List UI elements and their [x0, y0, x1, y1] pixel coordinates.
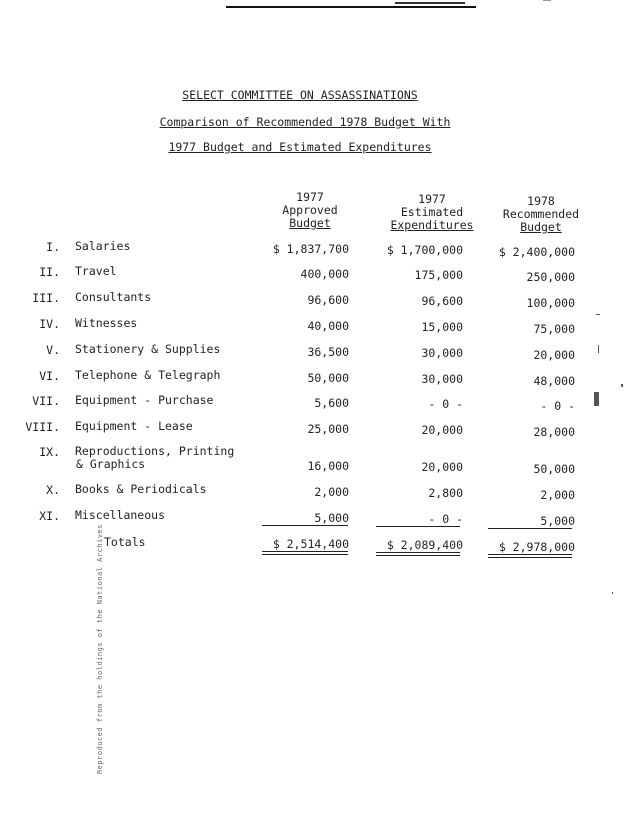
total-double-rule: [376, 555, 460, 556]
cell-approved: 400,000: [300, 267, 349, 281]
row-number: V.: [46, 343, 60, 357]
cell-approved: 16,000: [307, 459, 349, 473]
cell-estimated: 20,000: [421, 460, 463, 474]
column-header-recommended-1978: 1978 Recommended Budget: [502, 194, 580, 234]
document-subtitle: 1977 Budget and Estimated Expenditures: [168, 140, 432, 154]
cell-approved: 96,600: [307, 293, 349, 307]
row-label: Miscellaneous: [75, 508, 166, 522]
archive-margin-note: Reproduced from the holdings of the National Archives: [96, 524, 104, 774]
cell-recommended: 50,000: [533, 462, 575, 476]
cell-estimated: 30,000: [421, 346, 463, 360]
cell-approved: 2,000: [314, 485, 349, 499]
row-label: Equipment - Purchase: [75, 393, 214, 407]
column-header-estimated-1977: 1977 Estimated Expenditures: [390, 192, 474, 232]
cell-recommended: 75,000: [533, 322, 575, 336]
cell-estimated: 20,000: [421, 423, 463, 437]
row-number: VIII.: [25, 420, 60, 434]
row-label: Consultants: [75, 290, 152, 304]
row-label: Travel: [75, 264, 117, 278]
cell-recommended: 48,000: [533, 374, 575, 388]
row-number: II.: [39, 265, 60, 279]
scan-edge-line: [395, 2, 465, 4]
cell-estimated: 2,800: [428, 486, 463, 500]
scan-speck: [621, 384, 623, 387]
cell-estimated: - 0 -: [428, 512, 463, 526]
cell-recommended: - 0 -: [540, 399, 575, 413]
scan-speck: [598, 345, 599, 353]
row-number: XI.: [39, 509, 60, 523]
scan-speck: [612, 592, 613, 594]
scan-speck: [596, 314, 600, 315]
row-number: X.: [46, 483, 60, 497]
total-double-rule: [262, 551, 348, 552]
row-label-continuation: & Graphics: [76, 457, 146, 471]
scan-mark: [543, 0, 551, 4]
row-number: VI.: [39, 369, 60, 383]
cell-recommended: 28,000: [533, 425, 575, 439]
row-label: Stationery & Supplies: [75, 342, 221, 356]
subtotal-rule: [262, 525, 348, 526]
row-label: Salaries: [75, 239, 131, 253]
row-number: I.: [46, 240, 60, 254]
cell-recommended: $ 2,400,000: [498, 245, 575, 259]
cell-approved: 5,000: [314, 511, 349, 525]
row-label: Reproductions, Printing: [75, 444, 235, 458]
row-number: VII.: [32, 394, 60, 408]
cell-recommended: 5,000: [540, 514, 575, 528]
cell-recommended: 250,000: [526, 270, 575, 284]
cell-estimated: - 0 -: [428, 397, 463, 411]
cell-approved: 40,000: [307, 319, 349, 333]
total-estimated: $ 2,089,400: [386, 538, 463, 552]
total-double-rule: [488, 557, 572, 558]
row-number: IX.: [39, 445, 60, 459]
cell-approved: $ 1,837,700: [272, 242, 349, 256]
row-label: Books & Periodicals: [75, 482, 207, 496]
total-double-rule: [488, 554, 572, 555]
document-title: SELECT COMMITTEE ON ASSASSINATIONS: [182, 88, 418, 102]
total-recommended: $ 2,978,000: [498, 540, 575, 554]
row-number: IV.: [39, 317, 60, 331]
cell-estimated: $ 1,700,000: [386, 243, 463, 257]
scan-speck: [594, 392, 599, 406]
row-label: Equipment - Lease: [75, 419, 193, 433]
row-label: Telephone & Telegraph: [75, 368, 221, 382]
cell-recommended: 100,000: [526, 296, 575, 310]
cell-estimated: 30,000: [421, 372, 463, 386]
row-label: Witnesses: [75, 316, 138, 330]
total-double-rule: [262, 554, 348, 555]
subtotal-rule: [376, 526, 460, 527]
column-header-approved-1977: 1977 Approved Budget: [282, 190, 338, 230]
cell-recommended: 2,000: [540, 488, 575, 502]
cell-approved: 5,600: [314, 396, 349, 410]
total-approved: $ 2,514,400: [272, 537, 349, 551]
cell-estimated: 15,000: [421, 320, 463, 334]
cell-estimated: 96,600: [421, 294, 463, 308]
totals-label: Totals: [104, 535, 146, 549]
subtotal-rule: [488, 528, 572, 529]
document-subtitle: Comparison of Recommended 1978 Budget With: [159, 115, 451, 129]
cell-recommended: 20,000: [533, 348, 575, 362]
cell-approved: 50,000: [307, 371, 349, 385]
cell-approved: 25,000: [307, 422, 349, 436]
total-double-rule: [376, 552, 460, 553]
scan-edge-line: [226, 6, 476, 8]
cell-approved: 36,500: [307, 345, 349, 359]
cell-estimated: 175,000: [414, 268, 463, 282]
row-number: III.: [32, 291, 60, 305]
